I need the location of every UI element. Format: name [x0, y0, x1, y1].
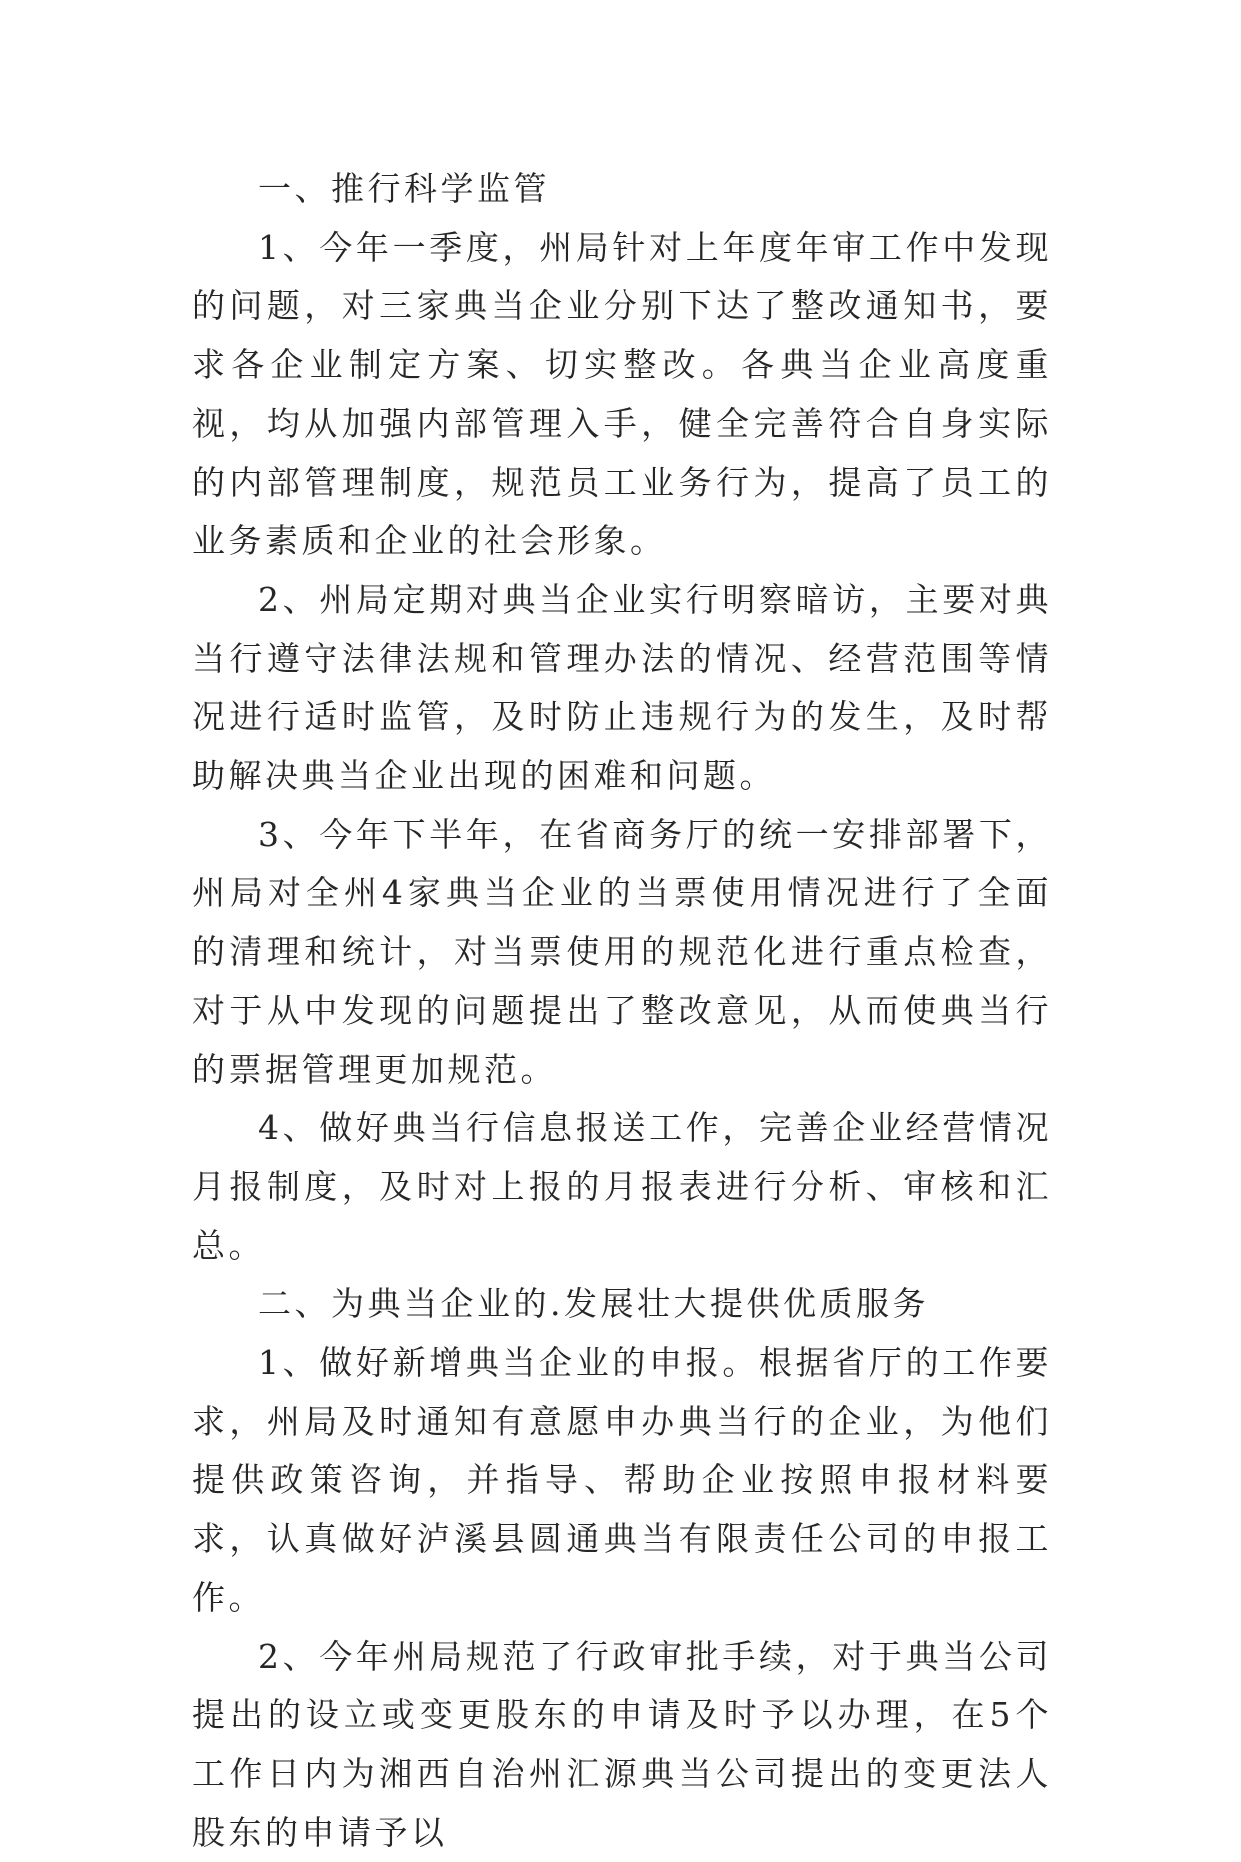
paragraph: 1、做好新增典当企业的申报。根据省厅的工作要求，州局及时通知有意愿申办典当行的企业，为他们提供政策咨询，并指导、帮助企业按照申报材料要求，认真做好泸溪县圆通典当有限责任公司的申报工作。: [192, 1343, 1052, 1617]
paragraph: 2、今年州局规范了行政审批手续，对于典当公司提出的设立或变更股东的申请及时予以办理，在5个工作日内为湘西自治州汇源典当公司提出的变更法人股东的申请予以: [192, 1636, 1052, 1852]
section-heading: 一、推行科学监管: [258, 169, 550, 208]
paragraph: 2、州局定期对典当企业实行明察暗访，主要对典当行遵守法律法规和管理办法的情况、经营范围等情况进行适时监管，及时防止违规行为的发生，及时帮助解决典当企业出现的困难和问题。: [192, 579, 1052, 796]
section-heading: 二、为典当企业的.发展壮大提供优质服务: [258, 1284, 929, 1324]
paragraph: 4、做好典当行信息报送工作，完善企业经营情况月报制度，及时对上报的月报表进行分析、审核和汇总。: [192, 1108, 1052, 1265]
paragraph: 1、今年一季度，州局针对上年度年审工作中发现的问题，对三家典当企业分别下达了整改通知书，要求各企业制定方案、切实整改。各典当企业高度重视，均从加强内部管理入手，健全完善符合自身实际的内部管理制度，规范员工业务行为，提高了员工的业务素质和企业的社会形象。: [192, 227, 1052, 561]
paragraph: 3、今年下半年，在省商务厅的统一安排部署下，州局对全州4家典当企业的当票使用情况进行了全面的清理和统计，对当票使用的规范化进行重点检查，对于从中发现的问题提出了整改意见，从而使典当行的票据管理更加规范。: [192, 814, 1052, 1089]
document-body: [192, 160, 1052, 1862]
